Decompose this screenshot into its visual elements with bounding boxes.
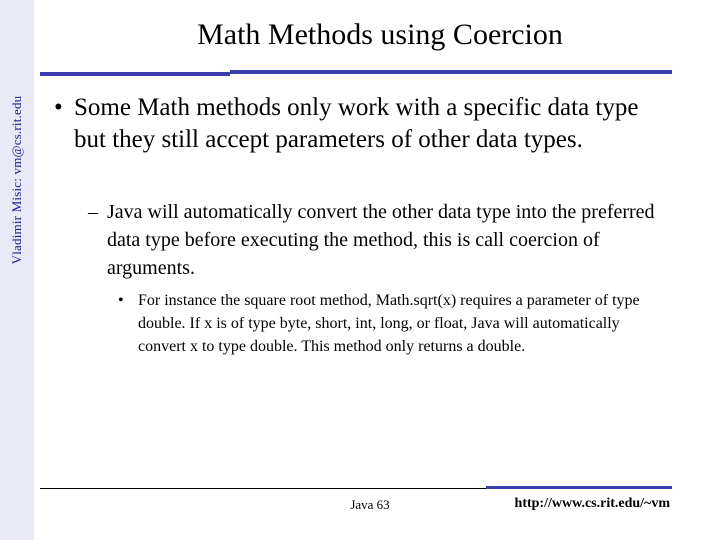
title-rule-accent-right xyxy=(230,70,672,74)
footer-rule-accent xyxy=(486,486,672,489)
sidebar-strip xyxy=(0,0,34,540)
bullet-dash-icon: – xyxy=(88,201,98,223)
footer-url: http://www.cs.rit.edu/~vm xyxy=(514,496,670,511)
bullet-dot-small-icon: • xyxy=(118,292,124,309)
bullet-level-2 xyxy=(88,198,670,282)
slide-title: Math Methods using Coercion xyxy=(197,18,563,51)
bullet-dot-icon: • xyxy=(54,94,63,121)
bullet-level-2-text: Java will automatically convert the other data type into the preferred data type before executing the method, this is call coercion of arguments. xyxy=(107,201,655,279)
bullet-level-1-text: Some Math methods only work with a specific data type but they still accept parameters of other data types. xyxy=(74,94,639,153)
footer-page-number: Java 63 xyxy=(350,497,390,512)
title-rule-accent-left xyxy=(40,73,230,76)
bullet-level-1 xyxy=(54,92,664,156)
sidebar-author-label: Vladimir Misic: vm@cs.rit.edu xyxy=(9,95,24,265)
bullet-level-3 xyxy=(118,289,668,358)
bullet-level-3-text: For instance the square root method, Math.sqrt(x) requires a parameter of type double. If x is of type byte, short, int, long, or float, Java will automatically convert x to type double. This method only returns a double. xyxy=(138,292,640,355)
